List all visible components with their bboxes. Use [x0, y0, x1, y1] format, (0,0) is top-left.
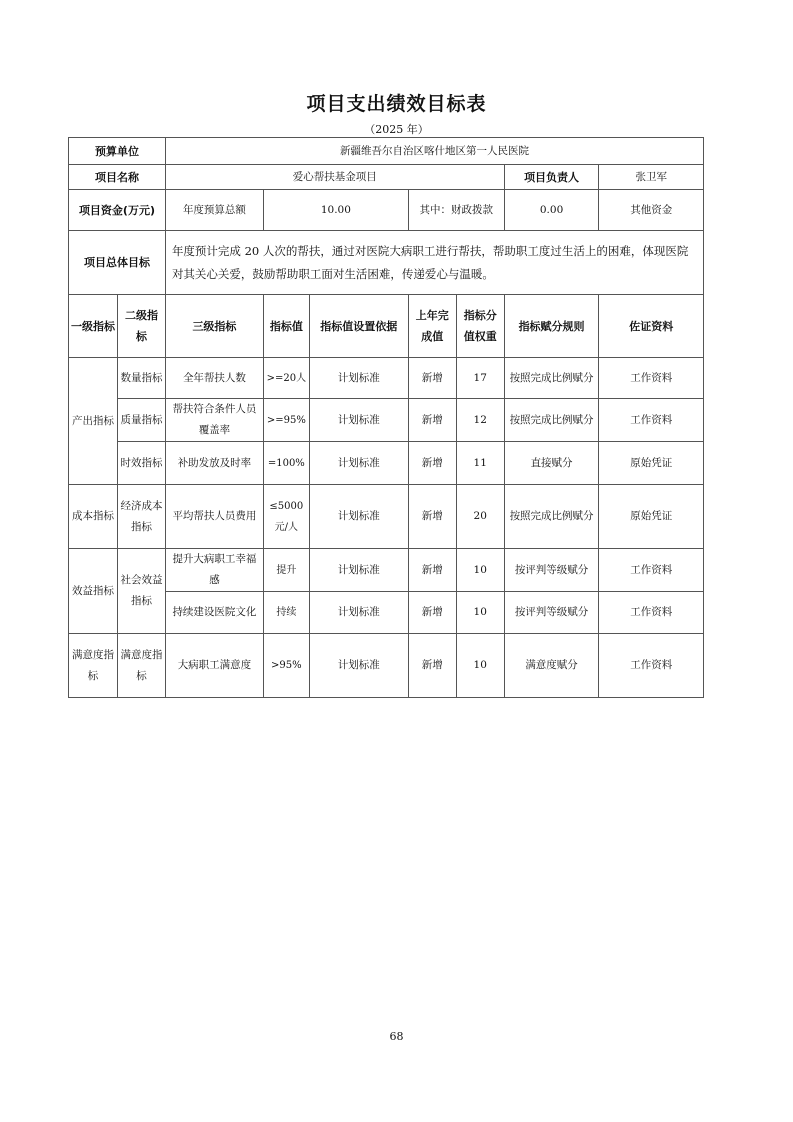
row-weight: 10 [456, 634, 504, 698]
page-title: 项目支出绩效目标表 [306, 93, 487, 115]
row-weight: 10 [456, 592, 504, 634]
row-basis: 计划标准 [309, 358, 408, 399]
row-weight: 20 [456, 485, 504, 549]
project-name-label: 项目名称 [69, 165, 166, 190]
row-evidence: 工作资料 [599, 549, 704, 592]
table-row [69, 358, 704, 399]
row-last-year: 新增 [408, 634, 456, 698]
performance-table [68, 137, 704, 698]
table-row [69, 399, 704, 442]
row-rule: 满意度赋分 [504, 634, 599, 698]
table-row [69, 634, 704, 698]
header-level3: 三级指标 [165, 295, 263, 358]
row-level3: 补助发放及时率 [165, 442, 263, 485]
table-row [69, 549, 704, 592]
row-level2: 质量指标 [118, 399, 166, 442]
row-basis: 计划标准 [309, 592, 408, 634]
table-row [69, 442, 704, 485]
overall-goal-value: 年度预计完成 20 人次的帮扶，通过对医院大病职工进行帮扶，帮助职工度过生活上的困难，体现医院对其关心关爱，鼓励帮助职工面对生活困难，传递爱心与温暖。 [165, 231, 703, 295]
row-basis: 计划标准 [309, 485, 408, 549]
row-last-year: 新增 [408, 485, 456, 549]
fiscal-label: 其中：财政拨款 [408, 190, 504, 231]
row-value: >95% [263, 634, 309, 698]
row-evidence: 工作资料 [599, 592, 704, 634]
row-value: ≤5000元/人 [263, 485, 309, 549]
group-output: 产出指标 [69, 358, 118, 485]
row-evidence: 工作资料 [599, 399, 704, 442]
project-name-value: 爱心帮扶基金项目 [165, 165, 504, 190]
row-level3: 全年帮扶人数 [165, 358, 263, 399]
row-last-year: 新增 [408, 399, 456, 442]
row-last-year: 新增 [408, 358, 456, 399]
row-rule: 直接赋分 [504, 442, 599, 485]
row-weight: 11 [456, 442, 504, 485]
header-level2: 二级指标 [118, 295, 166, 358]
row-value: =100% [263, 442, 309, 485]
row-rule: 按评判等级赋分 [504, 592, 599, 634]
header-value: 指标值 [263, 295, 309, 358]
group-benefit: 效益指标 [69, 549, 118, 634]
row-evidence: 工作资料 [599, 634, 704, 698]
group-cost: 成本指标 [69, 485, 118, 549]
row-level2: 满意度指标 [118, 634, 166, 698]
other-funds-label: 其他资金 [599, 190, 704, 231]
row-last-year: 新增 [408, 549, 456, 592]
row-rule: 按照完成比例赋分 [504, 485, 599, 549]
row-basis: 计划标准 [309, 442, 408, 485]
row-evidence: 工作资料 [599, 358, 704, 399]
row-value: 持续 [263, 592, 309, 634]
row-level2: 经济成本指标 [118, 485, 166, 549]
project-leader-value: 张卫军 [599, 165, 704, 190]
header-last-year: 上年完成值 [408, 295, 456, 358]
row-basis: 计划标准 [309, 549, 408, 592]
annual-budget-value: 10.00 [263, 190, 408, 231]
year-subtitle: （2025 年） [364, 123, 429, 136]
row-weight: 17 [456, 358, 504, 399]
page-number: 68 [389, 1030, 404, 1043]
fiscal-value: 0.00 [504, 190, 599, 231]
budget-unit-value: 新疆维吾尔自治区喀什地区第一人民医院 [165, 138, 703, 165]
header-level1: 一级指标 [69, 295, 118, 358]
group-satisfaction: 满意度指标 [69, 634, 118, 698]
row-level3: 持续建设医院文化 [165, 592, 263, 634]
table-row [69, 485, 704, 549]
row-last-year: 新增 [408, 442, 456, 485]
row-last-year: 新增 [408, 592, 456, 634]
annual-budget-label: 年度预算总额 [165, 190, 263, 231]
row-rule: 按照完成比例赋分 [504, 399, 599, 442]
row-level3: 平均帮扶人员费用 [165, 485, 263, 549]
row-level3: 提升大病职工幸福感 [165, 549, 263, 592]
row-evidence: 原始凭证 [599, 485, 704, 549]
row-value: >=20人 [263, 358, 309, 399]
row-level3: 大病职工满意度 [165, 634, 263, 698]
header-weight: 指标分值权重 [456, 295, 504, 358]
header-rule: 指标赋分规则 [504, 295, 599, 358]
overall-goal-label: 项目总体目标 [69, 231, 166, 295]
row-weight: 12 [456, 399, 504, 442]
row-rule: 按评判等级赋分 [504, 549, 599, 592]
row-evidence: 原始凭证 [599, 442, 704, 485]
header-evidence: 佐证资料 [599, 295, 704, 358]
row-level2: 数量指标 [118, 358, 166, 399]
row-level2: 时效指标 [118, 442, 166, 485]
budget-unit-label: 预算单位 [69, 138, 166, 165]
row-rule: 按照完成比例赋分 [504, 358, 599, 399]
row-basis: 计划标准 [309, 634, 408, 698]
row-value: 提升 [263, 549, 309, 592]
row-level2: 社会效益指标 [118, 549, 166, 634]
row-level3: 帮扶符合条件人员覆盖率 [165, 399, 263, 442]
row-basis: 计划标准 [309, 399, 408, 442]
row-value: >=95% [263, 399, 309, 442]
header-basis: 指标值设置依据 [309, 295, 408, 358]
project-leader-label: 项目负责人 [504, 165, 599, 190]
funds-label: 项目资金(万元) [69, 190, 166, 231]
row-weight: 10 [456, 549, 504, 592]
